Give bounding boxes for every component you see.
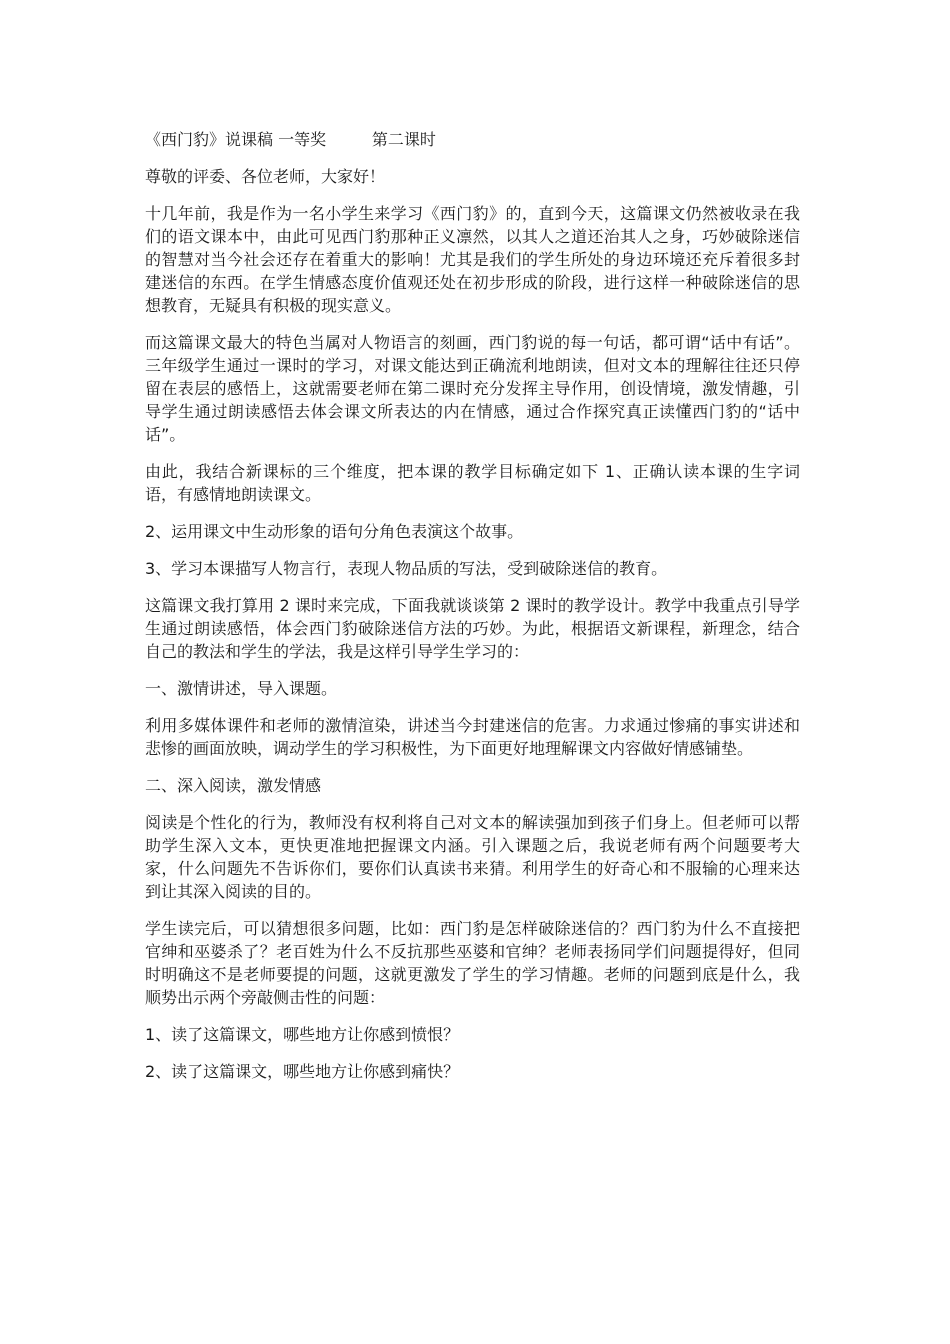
question-2: 2、读了这篇课文，哪些地方让你感到痛快？ [145, 1062, 460, 1081]
document-title: 《西门豹》说课稿 一等奖 第二课时 [145, 130, 436, 149]
paragraph-feature: 而这篇课文最大的特色当属对人物语言的刻画，西门豹说的每一句话，都可谓“话中有话”。三年级学生通过一课时的学习，对课文能达到正确流利地朗读，但对文本的理解往往还只停留在表层的感悟上，这就需要老师在第二课时充分发挥主导作用，创设情境，激发情趣，引导学生通过朗读感悟去体会课文所表达的内在情感，通过合作探究真正读懂西门豹的“话中话”。 [145, 333, 800, 444]
paragraph-greeting: 尊敬的评委、各位老师，大家好！ [145, 167, 386, 186]
section-heading-2: 二、深入阅读，激发情感 [145, 776, 322, 795]
paragraph-goal-2: 2、运用课文中生动形象的语句分角色表演这个故事。 [145, 522, 524, 541]
paragraph-reading: 阅读是个性化的行为，教师没有权利将自己对文本的解读强加到孩子们身上。但老师可以帮助学生深入文本，更快更准地把握课文内涵。引入课题之后，我说老师有两个问题要考大家，什么问题先不告诉你们，要你们认真读书来猜。利用学生的好奇心和不服输的心理来达到让其深入阅读的目的。 [145, 813, 800, 901]
paragraph-questions: 学生读完后，可以猜想很多问题，比如：西门豹是怎样破除迷信的？西门豹为什么不直接把官绅和巫婆杀了？老百姓为什么不反抗那些巫婆和官绅？老师表扬同学们问题提得好，但同时明确这不是老师要提的问题，这就更激发了学生的学习情趣。老师的问题到底是什么，我顺势出示两个旁敲侧击性的问题： [145, 919, 800, 1007]
question-1: 1、读了这篇课文，哪些地方让你感到愤恨？ [145, 1025, 460, 1044]
paragraph-goal-3: 3、学习本课描写人物言行，表现人物品质的写法，受到破除迷信的教育。 [145, 559, 668, 578]
paragraph-goal-1: 由此，我结合新课标的三个维度，把本课的教学目标确定如下 1、正确认读本课的生字词语，有感情地朗读课文。 [145, 462, 800, 504]
paragraph-section-1: 利用多媒体课件和老师的激情渲染，讲述当今封建迷信的危害。力求通过惨痛的事实讲述和悲惨的画面放映，调动学生的学习积极性，为下面更好地理解课文内容做好情感铺垫。 [145, 716, 800, 758]
paragraph-intro: 十几年前，我是作为一名小学生来学习《西门豹》的，直到今天，这篇课文仍然被收录在我们的语文课本中，由此可见西门豹那种正义凛然，以其人之道还治其人之身，巧妙破除迷信的智慧对当今社会还存在着重大的影响！尤其是我们的学生所处的身边环境还充斥着很多封建迷信的东西。在学生情感态度价值观还处在初步形成的阶段，进行这样一种破除迷信的思想教育，无疑具有积极的现实意义。 [145, 204, 800, 315]
section-heading-1: 一、激情讲述，导入课题。 [145, 679, 338, 698]
document-page [145, 128, 800, 1097]
paragraph-plan: 这篇课文我打算用 2 课时来完成，下面我就谈谈第 2 课时的教学设计。教学中我重点引导学生通过朗读感悟，体会西门豹破除迷信方法的巧妙。为此，根据语文新课程，新理念，结合自己的教法和学生的学法，我是这样引导学生学习的： [145, 596, 800, 661]
